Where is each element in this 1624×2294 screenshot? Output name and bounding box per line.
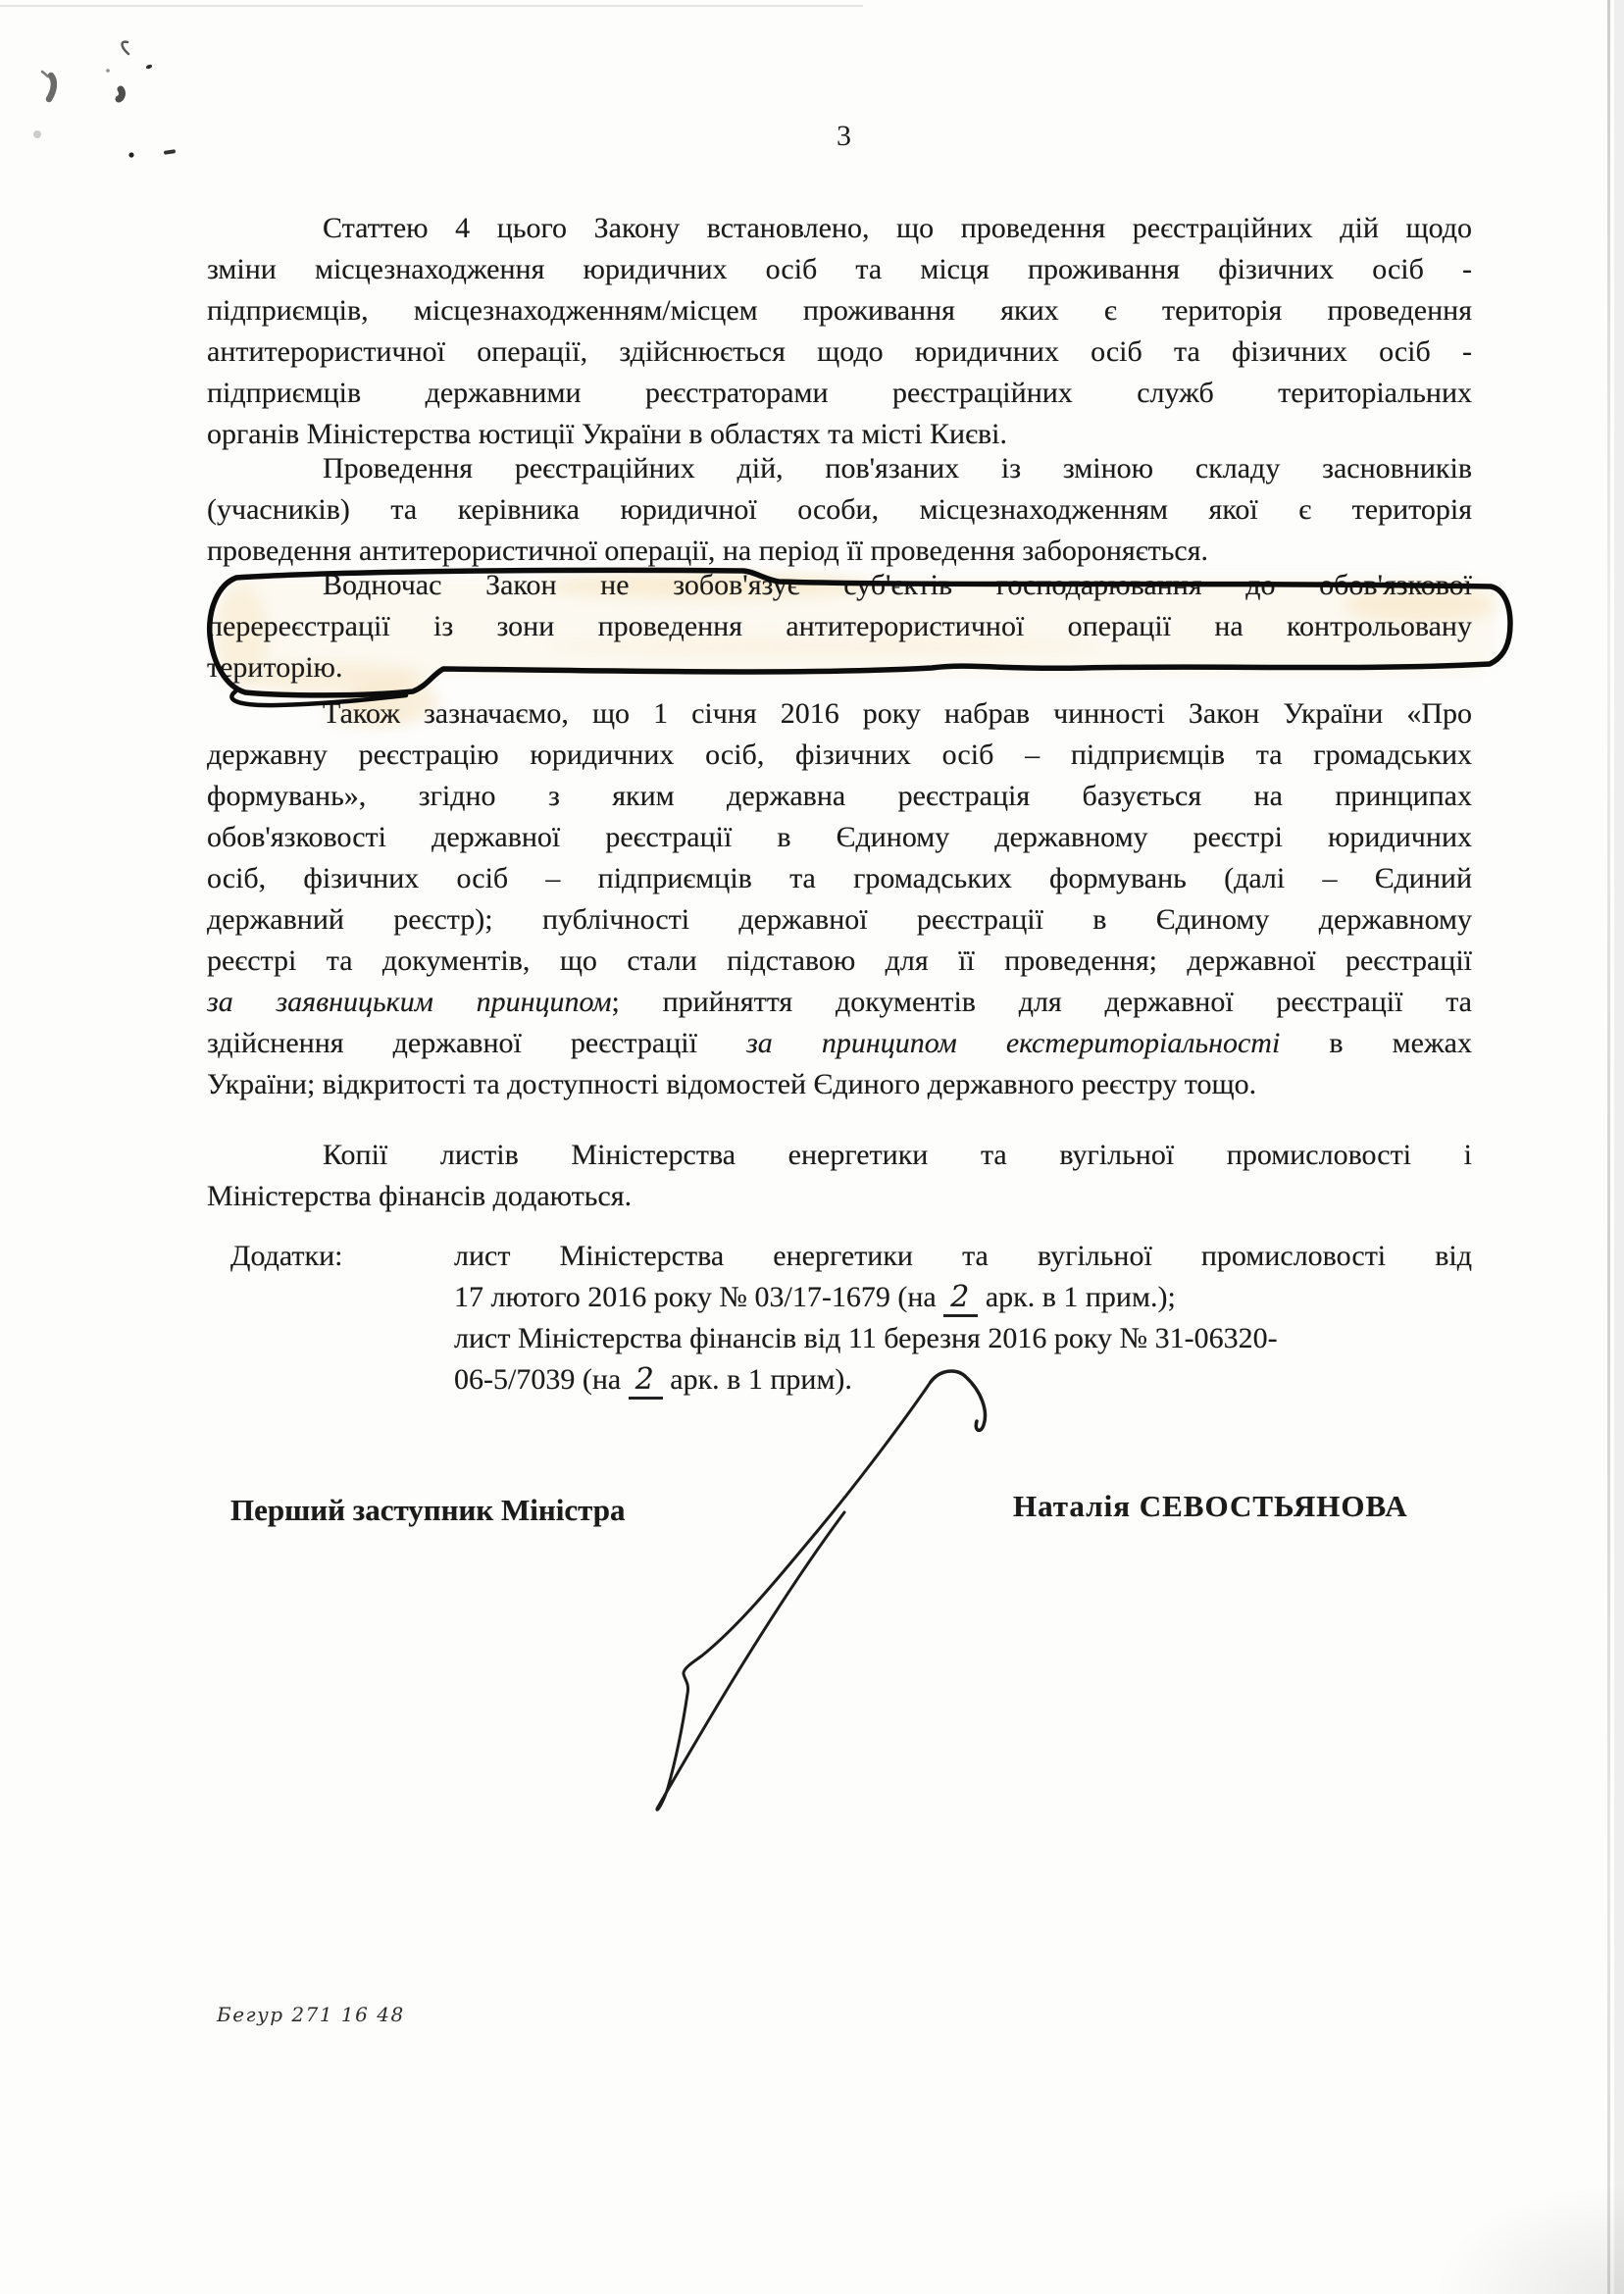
- text-segment: здійснення державної реєстрації: [207, 1027, 747, 1059]
- text-line: [207, 1023, 1472, 1064]
- text-segment: в межах: [1280, 1027, 1472, 1059]
- ink-speck: [49, 76, 54, 99]
- ink-speck: [123, 42, 129, 54]
- text-line: [207, 249, 1472, 290]
- text-segment: осіб, фізичних осіб – підприємців та громадських формувань (далі – Єдиний: [207, 862, 1472, 894]
- paragraphs: [207, 208, 1472, 1217]
- paragraph-article-4: [207, 208, 1472, 455]
- ink-speck: [128, 152, 133, 157]
- handwritten-number: 2: [943, 1280, 978, 1317]
- page-number: 3: [837, 120, 851, 152]
- text-segment: антитерористичної операції, здійснюється щодо юридичних осіб та фізичних осіб -: [207, 335, 1472, 368]
- text-segment: проведення антитерористичної операції, на період її проведення забороняється.: [207, 535, 1208, 567]
- text-line: [207, 565, 1472, 606]
- text-segment: Проведення реєстраційних дій, пов'язаних із зміною складу засновників: [323, 452, 1472, 484]
- signature-block: [207, 1489, 1472, 1534]
- text-line: [207, 448, 1472, 489]
- ink-speck: [164, 149, 176, 155]
- text-segment: державний реєстр); публічності державної реєстрації в Єдиному державному: [207, 903, 1472, 936]
- text-segment: органів Міністерства юстиції України в областях та місті Києві.: [207, 418, 1007, 450]
- signer-name: Наталія СЕВОСТЬЯНОВА: [1013, 1489, 1408, 1523]
- attachments-section: [207, 1236, 1472, 1401]
- text-segment: 06-5/7039 (на: [454, 1363, 629, 1396]
- text-line: [207, 290, 1472, 331]
- text-segment: ; прийняття документів для державної реєстрації та: [611, 986, 1472, 1018]
- text-segment: Копії листів Міністерства енергетики та вугільної промисловості і: [323, 1139, 1472, 1171]
- handwritten-number: 2: [629, 1362, 663, 1400]
- attachments-list: [454, 1236, 1472, 1401]
- text-segment: зміни місцезнаходження юридичних осіб та місця проживання фізичних осіб -: [207, 253, 1472, 285]
- paragraph-copies: [207, 1135, 1472, 1217]
- text-segment: перереєстрації із зони проведення антитерористичної операції на контрольовану: [207, 610, 1472, 642]
- ink-speck: [106, 69, 110, 73]
- signer-title: Перший заступник Міністра: [230, 1493, 626, 1527]
- text-segment: підприємців державними реєстраторами реєстраційних служб територіальних: [207, 377, 1472, 409]
- ink-speck: [145, 64, 152, 70]
- text-segment: (учасників) та керівника юридичної особи, місцезнаходженням якої є територія: [207, 493, 1472, 526]
- text-segment: Статтею 4 цього Закону встановлено, що проведення реєстраційних дій щодо: [323, 212, 1472, 244]
- text-line: [454, 1359, 1472, 1401]
- text-line: [207, 606, 1472, 647]
- italic-segment: за принципом екстериторіальності: [746, 1027, 1281, 1059]
- text-line: [454, 1277, 1472, 1318]
- text-segment: формувань», згідно з яким державна реєстрація базується на принципах: [207, 780, 1472, 812]
- text-line: [207, 373, 1472, 414]
- text-segment: арк. в 1 прим).: [662, 1363, 852, 1396]
- text-segment: 17 лютого 2016 року № 03/17-1679 (на: [454, 1281, 944, 1313]
- ink-speck: [119, 89, 122, 99]
- document-body: [207, 208, 1472, 1534]
- text-line: [207, 1135, 1472, 1176]
- ink-speck: [33, 130, 41, 138]
- text-segment: Водночас Закон не зобов'язує суб'єктів господарювання до обов'язкової: [323, 569, 1472, 601]
- text-line: [207, 489, 1472, 531]
- scan-artifact-corner-shadow: [1438, 2186, 1624, 2294]
- text-line: [207, 899, 1472, 941]
- text-line: [207, 982, 1472, 1023]
- footer-note: Бегур 271 16 48: [217, 2003, 405, 2026]
- attachments-label: Додатки:: [230, 1240, 343, 1272]
- text-line: [454, 1236, 1472, 1277]
- text-segment: Міністерства фінансів додаються.: [207, 1180, 633, 1212]
- paragraph-new-law: [207, 693, 1472, 1105]
- text-segment: обов'язковості державної реєстрації в Єдиному державному реєстрі юридичних: [207, 821, 1472, 853]
- text-line: [207, 735, 1472, 776]
- text-line: [207, 647, 1472, 688]
- text-line: [207, 208, 1472, 249]
- scan-artifact-top-line: [0, 5, 863, 7]
- paragraph-prohibition: [207, 448, 1472, 572]
- text-line: [207, 858, 1472, 899]
- text-segment: підприємців, місцезнаходженням/місцем проживання яких є територія проведення: [207, 294, 1472, 327]
- scan-artifact-right-line: [1607, 0, 1610, 2294]
- text-line: [207, 817, 1472, 858]
- text-segment: Також зазначаємо, що 1 січня 2016 року набрав чинності Закон України «Про: [323, 697, 1472, 730]
- scan-artifact-right-band: [1614, 0, 1624, 2294]
- text-segment: України; відкритості та доступності відомостей Єдиного державного реєстру тощо.: [207, 1068, 1257, 1100]
- text-line: [207, 331, 1472, 373]
- text-line: [207, 941, 1472, 982]
- text-segment: територію.: [207, 651, 343, 684]
- text-line: [207, 693, 1472, 735]
- text-line: [207, 776, 1472, 817]
- text-line: [207, 1176, 1472, 1217]
- text-line: [207, 1064, 1472, 1105]
- italic-segment: за заявницьким принципом: [207, 986, 612, 1018]
- text-segment: арк. в 1 прим.);: [978, 1281, 1176, 1313]
- ink-speck: [42, 72, 48, 76]
- paragraph-circled: [207, 565, 1472, 688]
- ink-specks: [33, 42, 176, 158]
- text-segment: лист Міністерства фінансів від 11 березня 2016 року № 31-06320-: [454, 1322, 1278, 1354]
- text-segment: лист Міністерства енергетики та вугільної промисловості від: [454, 1240, 1472, 1272]
- text-segment: державну реєстрацію юридичних осіб, фізичних осіб – підприємців та громадських: [207, 739, 1472, 771]
- text-line: [454, 1318, 1472, 1359]
- text-segment: реєстрі та документів, що стали підставою для її проведення; державної реєстрації: [207, 944, 1472, 977]
